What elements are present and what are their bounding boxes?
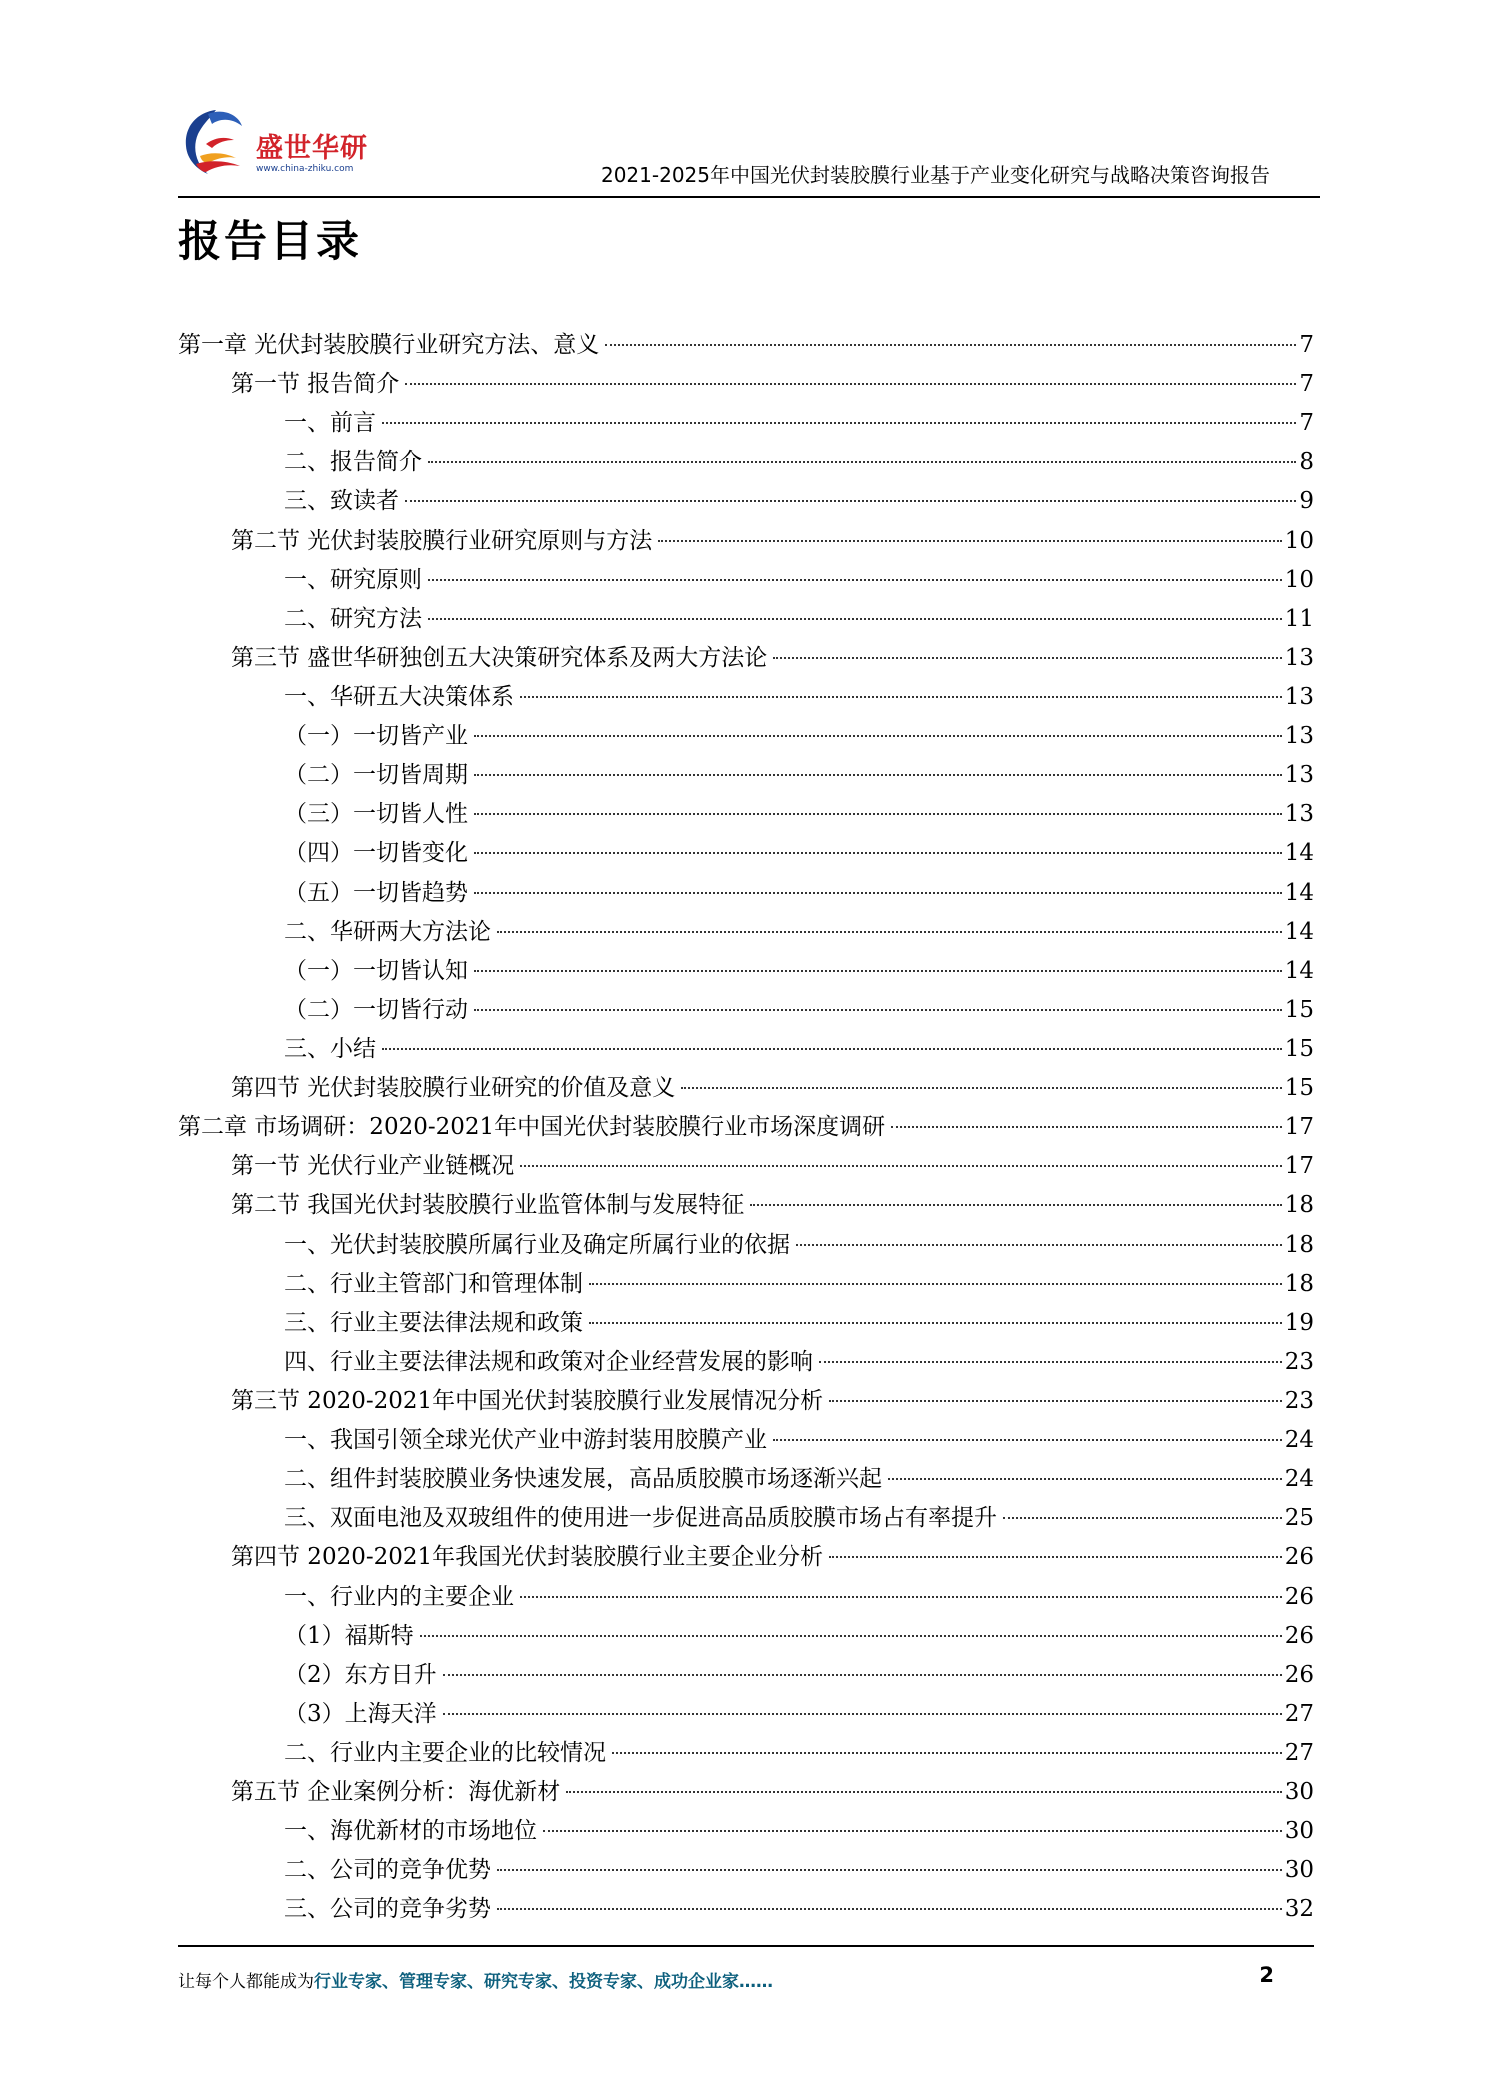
toc-entry[interactable] [178,1734,1314,1773]
toc-entry[interactable] [178,326,1314,365]
toc-entry-page: 13 [1284,762,1314,789]
toc-entry-label: （四）一切皆变化 [284,840,468,867]
toc-entry-label: 第四节 光伏封装胶膜行业研究的价值及意义 [231,1075,676,1102]
toc-dot-leader [443,1713,1282,1715]
toc-entry-page: 26 [1284,1583,1314,1610]
toc-dot-leader [520,696,1282,698]
toc-entry-page: 27 [1284,1700,1314,1727]
toc-dot-leader [474,892,1282,894]
toc-entry[interactable] [178,756,1314,795]
toc-entry-label: （三）一切皆人性 [284,801,468,828]
toc-dot-leader [420,1635,1282,1637]
toc-entry-page: 14 [1284,879,1314,906]
toc-entry-label: （一）一切皆认知 [284,957,468,984]
toc-entry[interactable] [178,1890,1314,1929]
toc-entry-label: （2）东方日升 [284,1661,437,1688]
toc-entry-page: 7 [1299,371,1314,398]
toc-dot-leader [382,1048,1282,1050]
toc-entry-label: 一、研究原则 [284,566,422,593]
toc-entry-label: 四、行业主要法律法规和政策对企业经营发展的影响 [284,1348,813,1375]
toc-dot-leader [474,1009,1282,1011]
toc-entry[interactable] [178,795,1314,834]
toc-entry-label: 二、组件封装胶膜业务快速发展，高品质胶膜市场逐渐兴起 [284,1466,882,1493]
toc-entry[interactable] [178,365,1314,404]
page-number: 2 [1259,1963,1274,1987]
toc-entry[interactable] [178,1382,1314,1421]
toc-entry[interactable] [178,482,1314,521]
toc-entry-page: 13 [1284,683,1314,710]
toc-entry-label: 第五节 企业案例分析：海优新材 [231,1779,561,1806]
toc-entry-label: 一、光伏封装胶膜所属行业及确定所属行业的依据 [284,1231,790,1258]
toc-entry-page: 23 [1284,1348,1314,1375]
toc-entry[interactable] [178,1695,1314,1734]
toc-entry-page: 23 [1284,1387,1314,1414]
toc-entry-label: 第四节 2020-2021年我国光伏封装胶膜行业主要企业分析 [231,1544,824,1571]
toc-entry-label: 三、双面电池及双玻组件的使用进一步促进高品质胶膜市场占有率提升 [284,1505,997,1532]
toc-entry[interactable] [178,1108,1314,1147]
toc-entry[interactable] [178,1460,1314,1499]
toc-entry-page: 26 [1284,1622,1314,1649]
toc-entry-label: 二、研究方法 [284,605,422,632]
toc-entry[interactable] [178,717,1314,756]
toc-entry-label: 一、我国引领全球光伏产业中游封装用胶膜产业 [284,1427,767,1454]
company-logo [178,104,388,184]
toc-entry-page: 15 [1284,1075,1314,1102]
table-of-contents [178,326,1314,1929]
toc-entry[interactable] [178,1069,1314,1108]
toc-entry-page: 26 [1284,1544,1314,1571]
toc-entry-page: 17 [1284,1153,1314,1180]
toc-dot-leader [428,579,1282,581]
toc-entry[interactable] [178,1499,1314,1538]
toc-dot-leader [428,618,1282,620]
toc-dot-leader [658,540,1281,542]
toc-entry-label: （1）福斯特 [284,1622,414,1649]
toc-entry-label: 三、公司的竞争劣势 [284,1896,491,1923]
toc-entry-label: 一、行业内的主要企业 [284,1583,514,1610]
toc-dot-leader [497,1908,1282,1910]
toc-entry-page: 26 [1284,1661,1314,1688]
toc-entry[interactable] [178,1226,1314,1265]
toc-entry-page: 13 [1284,723,1314,750]
page-footer [178,1945,1314,1992]
toc-entry-page: 24 [1284,1427,1314,1454]
toc-entry[interactable] [178,1265,1314,1304]
toc-entry-label: 一、海优新材的市场地位 [284,1818,537,1845]
toc-dot-leader [750,1204,1281,1206]
toc-dot-leader [773,1439,1282,1441]
toc-entry[interactable] [178,522,1314,561]
toc-dot-leader [474,813,1282,815]
toc-entry-label: 第二章 市场调研：2020-2021年中国光伏封装胶膜行业市场深度调研 [178,1114,886,1141]
toc-entry-page: 13 [1284,801,1314,828]
toc-entry-page: 13 [1284,644,1314,671]
toc-entry-page: 15 [1284,1035,1314,1062]
toc-entry-page: 19 [1284,1309,1314,1336]
toc-entry[interactable] [178,1538,1314,1577]
toc-dot-leader [888,1478,1282,1480]
toc-entry-page: 32 [1284,1896,1314,1923]
toc-entry[interactable] [178,1186,1314,1225]
toc-entry-label: （一）一切皆产业 [284,723,468,750]
toc-dot-leader [405,500,1296,502]
toc-entry-label: 第三节 2020-2021年中国光伏封装胶膜行业发展情况分析 [231,1387,824,1414]
toc-dot-leader [589,1322,1282,1324]
page-title: 报告目录 [178,217,362,267]
toc-entry-page: 9 [1299,488,1314,515]
toc-entry-label: 三、行业主要法律法规和政策 [284,1309,583,1336]
toc-entry-label: （五）一切皆趋势 [284,879,468,906]
toc-entry-label: 二、公司的竞争优势 [284,1857,491,1884]
toc-dot-leader [773,657,1281,659]
toc-dot-leader [497,931,1282,933]
toc-entry-page: 14 [1284,957,1314,984]
toc-dot-leader [829,1400,1282,1402]
report-title: 2021-2025年中国光伏封装胶膜行业基于产业变化研究与战略决策咨询报告 [600,163,1270,187]
footer-slogan [178,1967,773,1992]
toc-entry-label: 三、致读者 [284,488,399,515]
toc-entry-page: 15 [1284,996,1314,1023]
toc-entry-label: 第二节 我国光伏封装胶膜行业监管体制与发展特征 [231,1192,745,1219]
toc-entry-page: 30 [1284,1857,1314,1884]
toc-entry-page: 14 [1284,840,1314,867]
toc-entry-label: 三、小结 [284,1035,376,1062]
toc-entry[interactable] [178,1421,1314,1460]
toc-entry-label: 第一章 光伏封装胶膜行业研究方法、意义 [178,332,600,358]
toc-entry[interactable] [178,1304,1314,1343]
toc-entry-page: 11 [1284,605,1314,632]
logo-text: 盛世华研 [256,133,368,164]
toc-entry[interactable] [178,1578,1314,1617]
toc-dot-leader [474,774,1282,776]
toc-entry-page: 10 [1284,566,1314,593]
toc-dot-leader [796,1244,1282,1246]
page-header [178,100,1320,198]
toc-dot-leader [474,852,1282,854]
toc-dot-leader [543,1830,1282,1832]
toc-dot-leader [497,1869,1282,1871]
toc-entry-page: 18 [1284,1192,1314,1219]
toc-dot-leader [681,1087,1281,1089]
toc-entry[interactable] [178,639,1314,678]
toc-dot-leader [605,344,1296,346]
toc-entry-label: 二、行业内主要企业的比较情况 [284,1739,606,1766]
toc-entry[interactable] [178,1656,1314,1695]
toc-entry[interactable] [178,1617,1314,1656]
toc-entry[interactable] [178,1343,1314,1382]
toc-dot-leader [520,1165,1281,1167]
toc-entry[interactable] [178,1030,1314,1069]
toc-entry-label: （二）一切皆周期 [284,762,468,789]
toc-entry-label: 第二节 光伏封装胶膜行业研究原则与方法 [231,527,653,554]
toc-dot-leader [829,1556,1282,1558]
toc-entry-label: （二）一切皆行动 [284,996,468,1023]
toc-dot-leader [891,1126,1282,1128]
toc-dot-leader [443,1674,1282,1676]
toc-entry[interactable] [178,600,1314,639]
toc-dot-leader [382,422,1296,424]
toc-dot-leader [1003,1517,1282,1519]
toc-entry-label: 二、报告简介 [284,449,422,476]
toc-entry[interactable] [178,1147,1314,1186]
toc-entry[interactable] [178,1773,1314,1812]
toc-entry-label: 一、华研五大决策体系 [284,683,514,710]
toc-dot-leader [566,1791,1281,1793]
toc-entry-label: （3）上海天洋 [284,1700,437,1727]
toc-entry[interactable] [178,678,1314,717]
logo-url: www.china-zhiku.com [256,164,354,174]
toc-entry-label: 第一节 报告简介 [231,371,400,398]
toc-dot-leader [405,383,1296,385]
toc-entry-page: 7 [1299,332,1314,358]
toc-entry-label: 二、华研两大方法论 [284,918,491,945]
toc-entry[interactable] [178,443,1314,482]
toc-entry-page: 25 [1284,1505,1314,1532]
toc-entry[interactable] [178,1851,1314,1890]
toc-entry-label: 二、行业主管部门和管理体制 [284,1270,583,1297]
logo-swoosh-icon [178,104,258,184]
toc-entry[interactable] [178,952,1314,991]
toc-dot-leader [520,1596,1282,1598]
toc-entry-page: 17 [1284,1114,1314,1141]
toc-dot-leader [612,1752,1282,1754]
toc-entry[interactable] [178,874,1314,913]
slogan-prefix: 让每个人都能成为 [178,1972,314,1992]
toc-entry-page: 8 [1299,449,1314,476]
toc-dot-leader [428,461,1296,463]
toc-dot-leader [474,735,1282,737]
toc-entry-page: 30 [1284,1818,1314,1845]
toc-entry[interactable] [178,913,1314,952]
toc-entry-page: 30 [1284,1779,1314,1806]
toc-dot-leader [819,1361,1282,1363]
toc-entry-page: 7 [1299,410,1314,437]
toc-dot-leader [474,970,1282,972]
toc-entry-label: 一、前言 [284,410,376,437]
toc-entry[interactable] [178,404,1314,443]
toc-entry[interactable] [178,991,1314,1030]
toc-entry-label: 第一节 光伏行业产业链概况 [231,1153,515,1180]
toc-dot-leader [589,1283,1282,1285]
toc-entry-label: 第三节 盛世华研独创五大决策研究体系及两大方法论 [231,644,768,671]
toc-entry-page: 10 [1284,527,1314,554]
toc-entry-page: 18 [1284,1231,1314,1258]
toc-entry-page: 14 [1284,918,1314,945]
toc-entry-page: 24 [1284,1466,1314,1493]
toc-entry[interactable] [178,834,1314,873]
slogan-highlight: 行业专家、管理专家、研究专家、投资专家、成功企业家…… [314,1972,773,1992]
toc-entry[interactable] [178,1812,1314,1851]
toc-entry[interactable] [178,561,1314,600]
toc-entry-page: 27 [1284,1739,1314,1766]
toc-entry-page: 18 [1284,1270,1314,1297]
